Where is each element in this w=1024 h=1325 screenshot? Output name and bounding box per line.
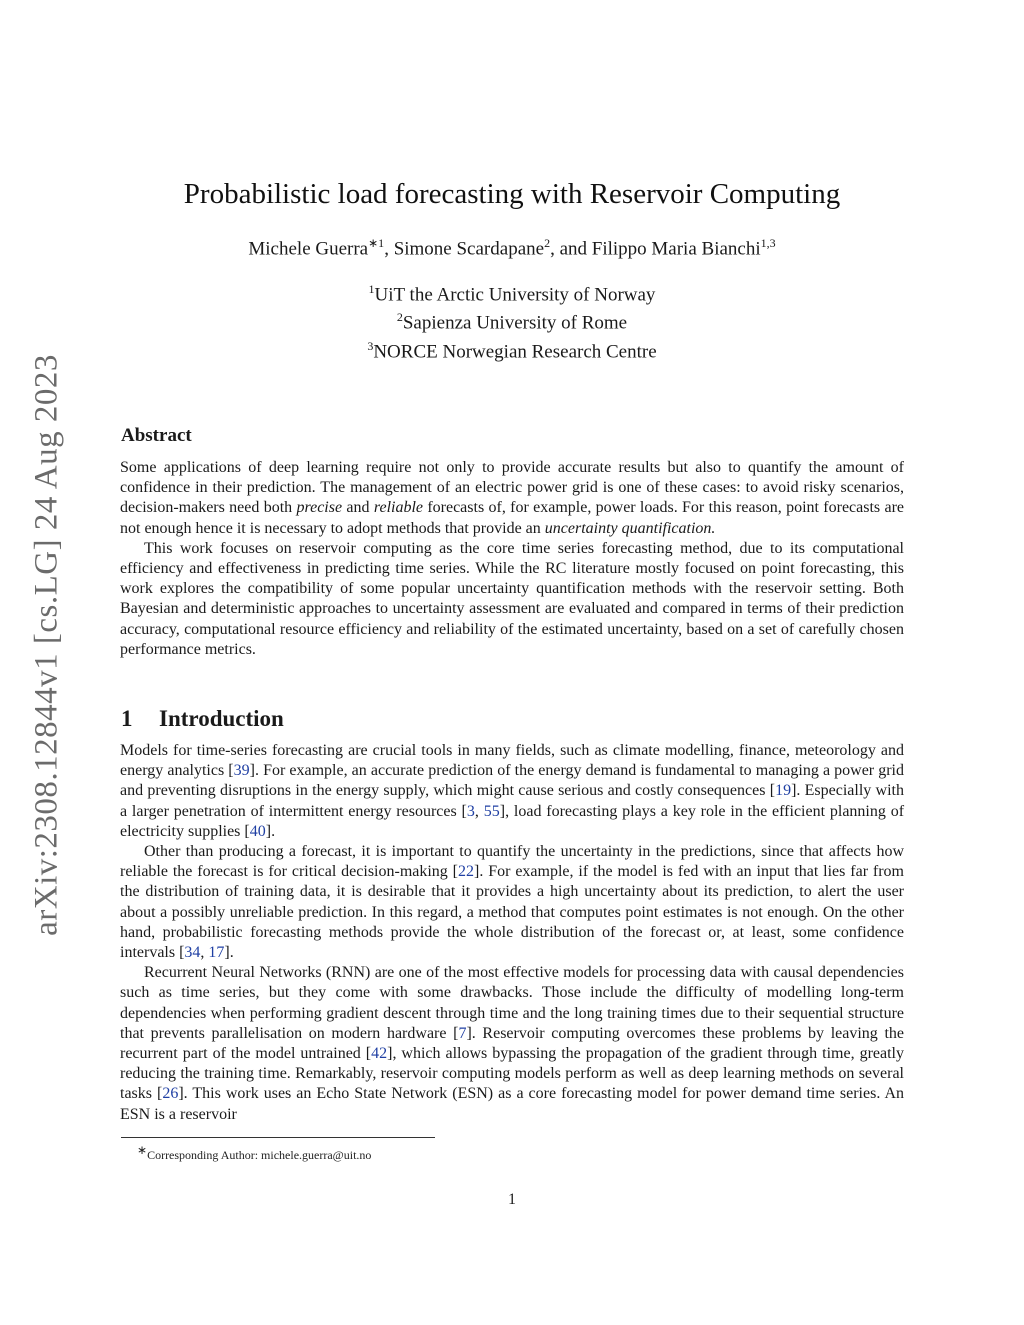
footnote-text: Corresponding Author: michele.guerra@uit.no [147,1148,372,1162]
emphasis-text: reliable [373,499,423,517]
text-run: Some applications of deep learning require not only to provide accurate results but also to quantify the amount of confidence in their prediction. The management of an electric power grid is one of these cases: to avoid risky scenarios, decision-makers need both [120,459,904,517]
affiliation-superscript: 2 [396,310,403,325]
affiliation-item [0,335,1024,363]
intro-paragraph [120,741,904,842]
text-run: ], load forecasting plays a key role in the efficient planning of electricity supplies [ [120,802,905,840]
citation-link[interactable]: 55 [483,802,500,820]
affiliation-item [0,278,1024,306]
author-superscript: 2 [544,236,551,250]
paper-title: Probabilistic load forecasting with Reservoir Computing [183,178,841,210]
abstract-paragraph: This work focuses on reservoir computing as the core time series forecasting method, due to its computational efficiency and effectiveness in predicting time series. While the RC literature mostly focused on point forecasting, this work explores the compatibility of some popular uncertainty quantification methods with the reservoir setting. Both Bayesian and deterministic approaches to uncertainty assessment are evaluated and compared in terms of their prediction accuracy, computational resource efficiency and reliability of the estimated uncertainty, based on a set of carefully chosen performance metrics. [120,539,904,658]
author-separator: , and [550,238,592,260]
citation-link[interactable]: 19 [775,782,792,800]
text-run: forecasts of, for example, power loads. For this reason, point forecasts are not enough hence it is necessary to adopt methods that provide an [120,499,905,537]
affiliation-name: NORCE Norwegian Research Centre [373,340,657,362]
author-list [0,236,1024,260]
author-separator: , [384,238,394,260]
text-run: ], which allows bypassing the propagation of the gradient through time, greatly reducing the training time. Remarkably, reservoir computing models perform as well as deep learning methods on several tasks [ [120,1045,904,1103]
intro-paragraph [120,963,904,1125]
text-run: and [342,499,374,517]
emphasis-text: uncertainty quantification. [544,519,716,537]
section-number: 1 [121,706,133,731]
citation-link[interactable]: 17 [208,944,225,962]
text-run: ]. [224,944,234,962]
text-run: , [200,944,209,962]
author-superscript: 1,3 [760,236,776,250]
text-run: ]. This work uses an Echo State Network (ESN) as a core forecasting model for power demand time series. An ESN is a reservoir [120,1085,905,1123]
citation-link[interactable]: 3 [466,802,475,820]
abstract-body [120,458,904,660]
citation-link[interactable]: 42 [371,1045,388,1063]
author-superscript: ∗1 [368,236,385,250]
author-name: Filippo Maria Bianchi [591,238,761,260]
citation-link[interactable]: 26 [162,1085,179,1103]
author-name: Michele Guerra [248,238,369,260]
citation-link[interactable]: 39 [233,762,250,780]
affiliation-superscript: 1 [368,282,375,296]
text-run: , [474,802,484,820]
text-run: Other than producing a forecast, it is important to quantify the uncertainty in the predictions, since that affects how reliable the forecast is for critical decision-making [ [120,843,904,881]
footnote-mark: ∗ [137,1143,148,1157]
text-run: ]. Reservoir computing overcomes these problems by leaving the recurrent part of the model untrained [ [120,1024,904,1063]
text-run: Models for time-series forecasting are crucial tools in many fields, such as climate modelling, finance, meteorology and energy analytics [ [120,742,904,780]
citation-link[interactable]: 34 [184,944,201,962]
arxiv-identifier-stamp: arXiv:2308.12844v1 [cs.LG] 24 Aug 2023 [28,354,65,936]
intro-paragraph [120,842,904,963]
introduction-body [120,741,904,1125]
affiliation-item [0,306,1024,334]
citation-link[interactable]: 22 [458,863,475,881]
affiliation-name: Sapienza University of Rome [402,312,628,334]
author-name: Simone Scardapane [393,238,545,260]
page-number: 1 [508,1191,516,1208]
section-title: Introduction [159,706,284,731]
text-run: ]. [265,822,276,840]
affiliation-list [0,278,1024,363]
citation-link[interactable]: 7 [458,1024,467,1042]
abstract-heading: Abstract [121,425,192,446]
section-heading-introduction [121,706,284,732]
footnote [137,1143,371,1163]
text-run: ]. For example, an accurate prediction of the energy demand is fundamental to managing a power grid and preventing disruptions in the energy supply, which might cause serious and costly consequences [ [120,762,905,800]
text-run: Recurrent Neural Networks (RNN) are one of the most effective models for processing data with causal dependencies such as time series, but they come with some drawbacks. Those include the difficulty of modelling long-term dependencies when performing gradient descent through time and the long training times due to their sequential structure that prevents parallelisation on modern hardware [ [120,964,904,1042]
abstract-paragraph [120,458,904,539]
footnote-divider [121,1137,435,1138]
affiliation-name: UiT the Arctic University of Norway [374,284,656,306]
citation-link[interactable]: 40 [249,822,266,840]
text-run: ]. For example, if the model is fed with an input that lies far from the distribution of training data, it is desirable that it provides a high uncertainty about its prediction, to alert the user about a possibly unreliable prediction. In this regard, a method that computes point estimates is not enough. On the other hand, probabilistic forecasting methods provide the whole distribution of the forecast or, at least, some confidence intervals [ [120,863,905,962]
emphasis-text: precise [296,499,343,517]
text-run: ]. Especially with a larger penetration of intermittent energy resources [ [120,782,904,820]
affiliation-superscript: 3 [367,338,374,353]
